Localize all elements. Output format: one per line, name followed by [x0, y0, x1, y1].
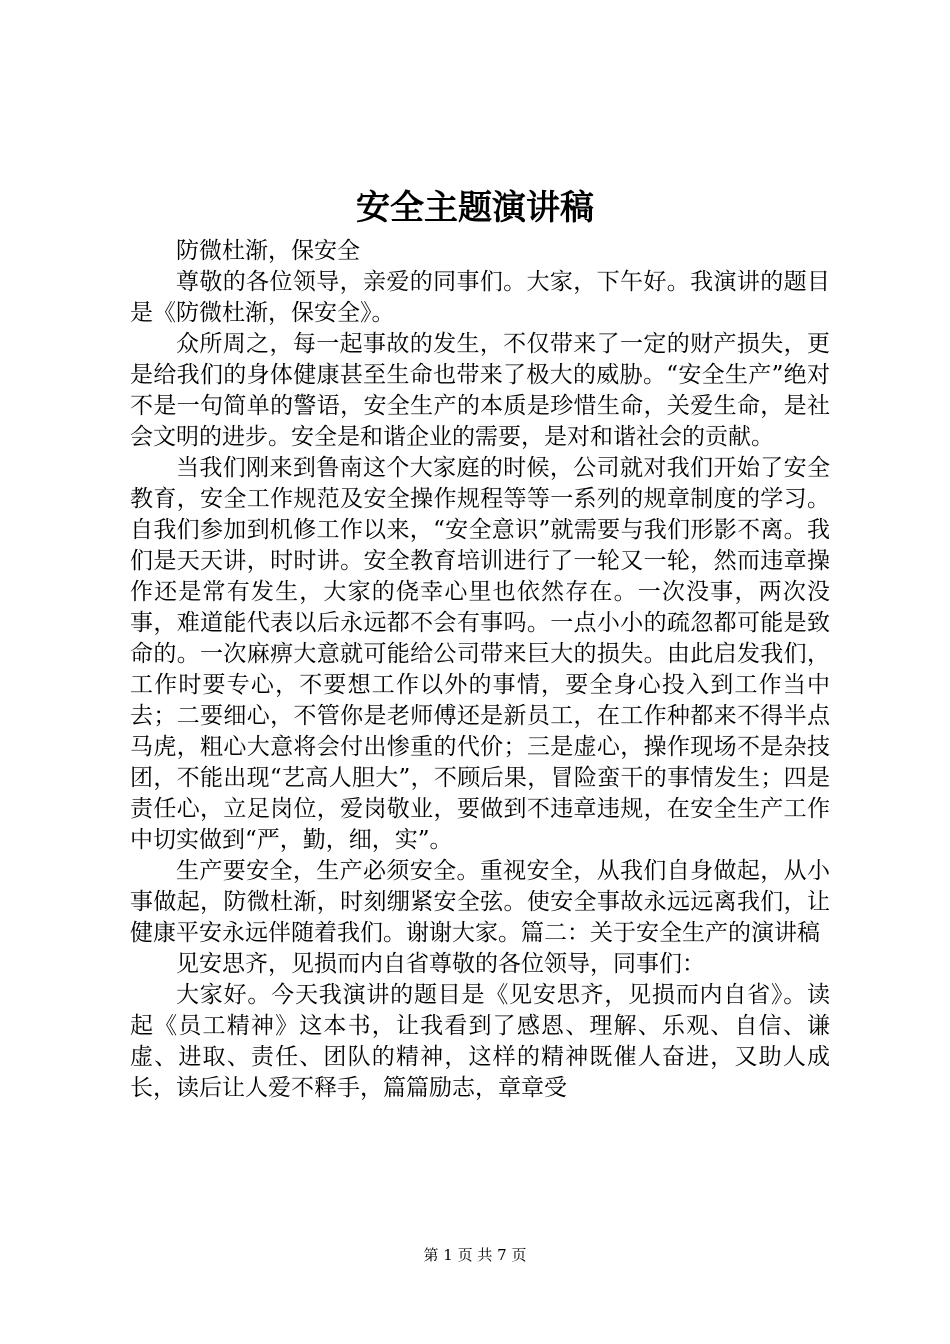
document-body — [130, 236, 830, 1104]
paragraph: 见安思齐，见损而内自省尊敬的各位领导，同事们： — [176, 951, 705, 977]
page-number-footer: 第 1 页 共 7 页 — [423, 1246, 527, 1264]
paragraph: 当我们刚来到鲁南这个大家庭的时候，公司就对我们开始了安全教育，安全工作规范及安全操作规程等等一系列的规章制度的学习。自我们参加到机修工作以来，“安全意识”就需要与我们形影不离。我们是天天讲，时时讲。安全教育培训进行了一轮又一轮，然而违章操作还是常有发生，大家的侥幸心里也依然存在。一次没事，两次没事，难道能代表以后永远都不会有事吗。一点小小的疏忽都可能是致命的。一次麻痹大意就可能给公司带来巨大的损失。由此启发我们，工作时要专心，不要想工作以外的事情，要全身心投入到工作当中去；二要细心，不管你是老师傅还是新员工，在工作种都来不得半点马虎，粗心大意将会付出惨重的代价；三是虚心，操作现场不是杂技团，不能出现“艺高人胆大”，不顾后果，冒险蛮干的事情发生；四是责任心，立足岗位，爱岗敬业，要做到不违章违规，在安全生产工作中切实做到“严，勤，细，实”。 — [130, 455, 830, 853]
paragraph: 生产要安全，生产必须安全。重视安全，从我们自身做起，从小事做起，防微杜渐，时刻绷紧安全弦。使安全事故永远远离我们，让健康平安永远伴随着我们。谢谢大家。篇二：关于安全生产的演讲稿 — [130, 858, 830, 946]
paragraph: 防微杜渐，保安全 — [176, 238, 360, 264]
document-title: 安全主题演讲稿 — [356, 188, 594, 228]
paragraph: 尊敬的各位领导，亲爱的同事们。大家，下午好。我演讲的题目是《防微杜渐，保安全》。 — [130, 269, 830, 326]
paragraph: 众所周之，每一起事故的发生，不仅带来了一定的财产损失，更是给我们的身体健康甚至生命也带来了极大的威胁。“安全生产”绝对不是一句简单的警语，安全生产的本质是珍惜生命，关爱生命，是社会文明的进步。安全是和谐企业的需要，是对和谐社会的贡献。 — [130, 331, 830, 450]
paragraph: 大家好。今天我演讲的题目是《见安思齐，见损而内自省》。读起《员工精神》这本书，让我看到了感恩、理解、乐观、自信、谦虚、进取、责任、团队的精神，这样的精神既催人奋进，又助人成长，读后让人爱不释手，篇篇励志，章章受 — [130, 982, 830, 1101]
